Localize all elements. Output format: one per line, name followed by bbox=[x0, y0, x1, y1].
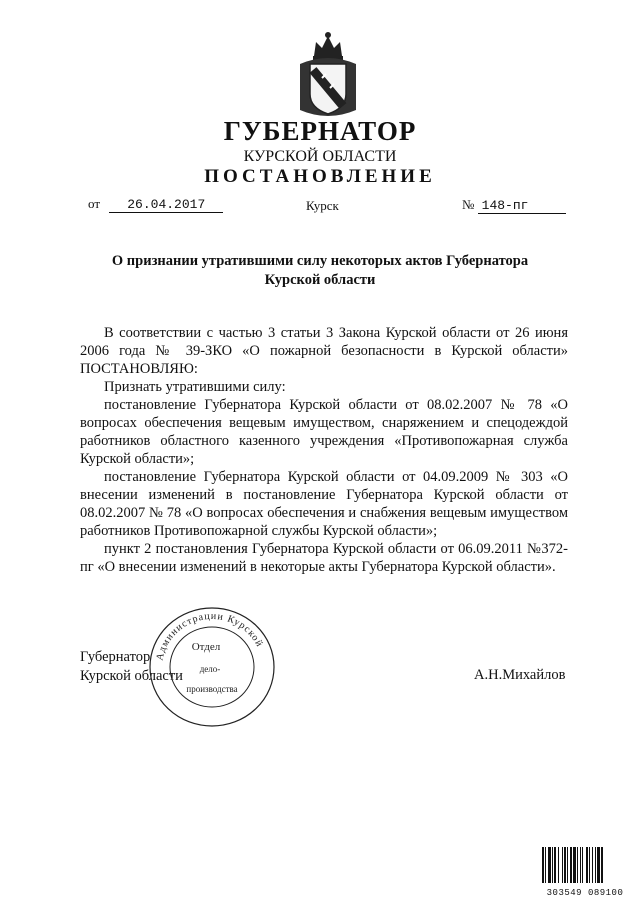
stamp-center-line-2: дело- bbox=[199, 664, 221, 674]
stamp-ring-text: Администрации Курской bbox=[154, 610, 265, 662]
barcode bbox=[541, 847, 629, 898]
stamp-center-line-3: производства bbox=[186, 684, 238, 694]
document-subject bbox=[60, 252, 580, 290]
number-prefix: № bbox=[462, 197, 475, 212]
document-city: Курск bbox=[306, 198, 339, 213]
body-paragraph: Признать утратившими силу: bbox=[104, 379, 286, 395]
document-number: 148-пг bbox=[478, 198, 566, 214]
subject-line-1: О признании утратившими силу некоторых актов Губернатора bbox=[111, 253, 529, 269]
stamp-center-line-1: Отдел bbox=[191, 641, 221, 653]
signatory-position-line-2: Курской области bbox=[80, 668, 183, 684]
header-region: КУРСКОЙ ОБЛАСТИ bbox=[243, 148, 397, 165]
signatory-position-line-1: Губернатор bbox=[80, 649, 151, 665]
body-paragraph: пункт 2 постановления Губернатора Курской области от 06.09.2011 №372-пг «О внесении изменений в некоторые акты Губернатора Курской области». bbox=[80, 541, 568, 575]
header-title: ГУБЕРНАТОР bbox=[223, 116, 417, 146]
barcode-number: 303549 089100 bbox=[546, 888, 624, 898]
subject-line-2: Курской области bbox=[264, 272, 376, 288]
date-prefix: от bbox=[88, 196, 101, 211]
signatory-name: А.Н.Михайлов bbox=[474, 667, 566, 683]
number-row bbox=[462, 197, 566, 214]
coat-of-arms-emblem bbox=[296, 30, 360, 120]
body-paragraph: В соответствии с частью 3 статьи 3 Закона Курской области от 26 июня 2006 года № 39-ЗКО «О пожарной безопасности в Курской области» ПОСТАНОВЛЯЮ: bbox=[80, 325, 568, 377]
body-paragraph: постановление Губернатора Курской области от 08.02.2007 № 78 «О вопросах обеспечения вещевым имуществом, снаряжением и спецодеждой работников областного казенного учреждения «Противопожарная служба Курской области»; bbox=[80, 397, 568, 467]
document-body bbox=[80, 324, 568, 576]
barcode-bars bbox=[541, 847, 629, 883]
body-paragraph: постановление Губернатора Курской области от 04.09.2009 № 303 «О внесении изменений в постановление Губернатора Курской области от 08.02.2007 № 78 «О вопросах обеспечения и снабжения вещевым имуществом работников Противопожарной службы Курской области»; bbox=[80, 469, 568, 539]
date-row bbox=[88, 196, 223, 213]
document-type: ПОСТАНОВЛЕНИЕ bbox=[204, 166, 436, 187]
document-date: 26.04.2017 bbox=[109, 197, 223, 213]
office-stamp bbox=[146, 604, 278, 730]
